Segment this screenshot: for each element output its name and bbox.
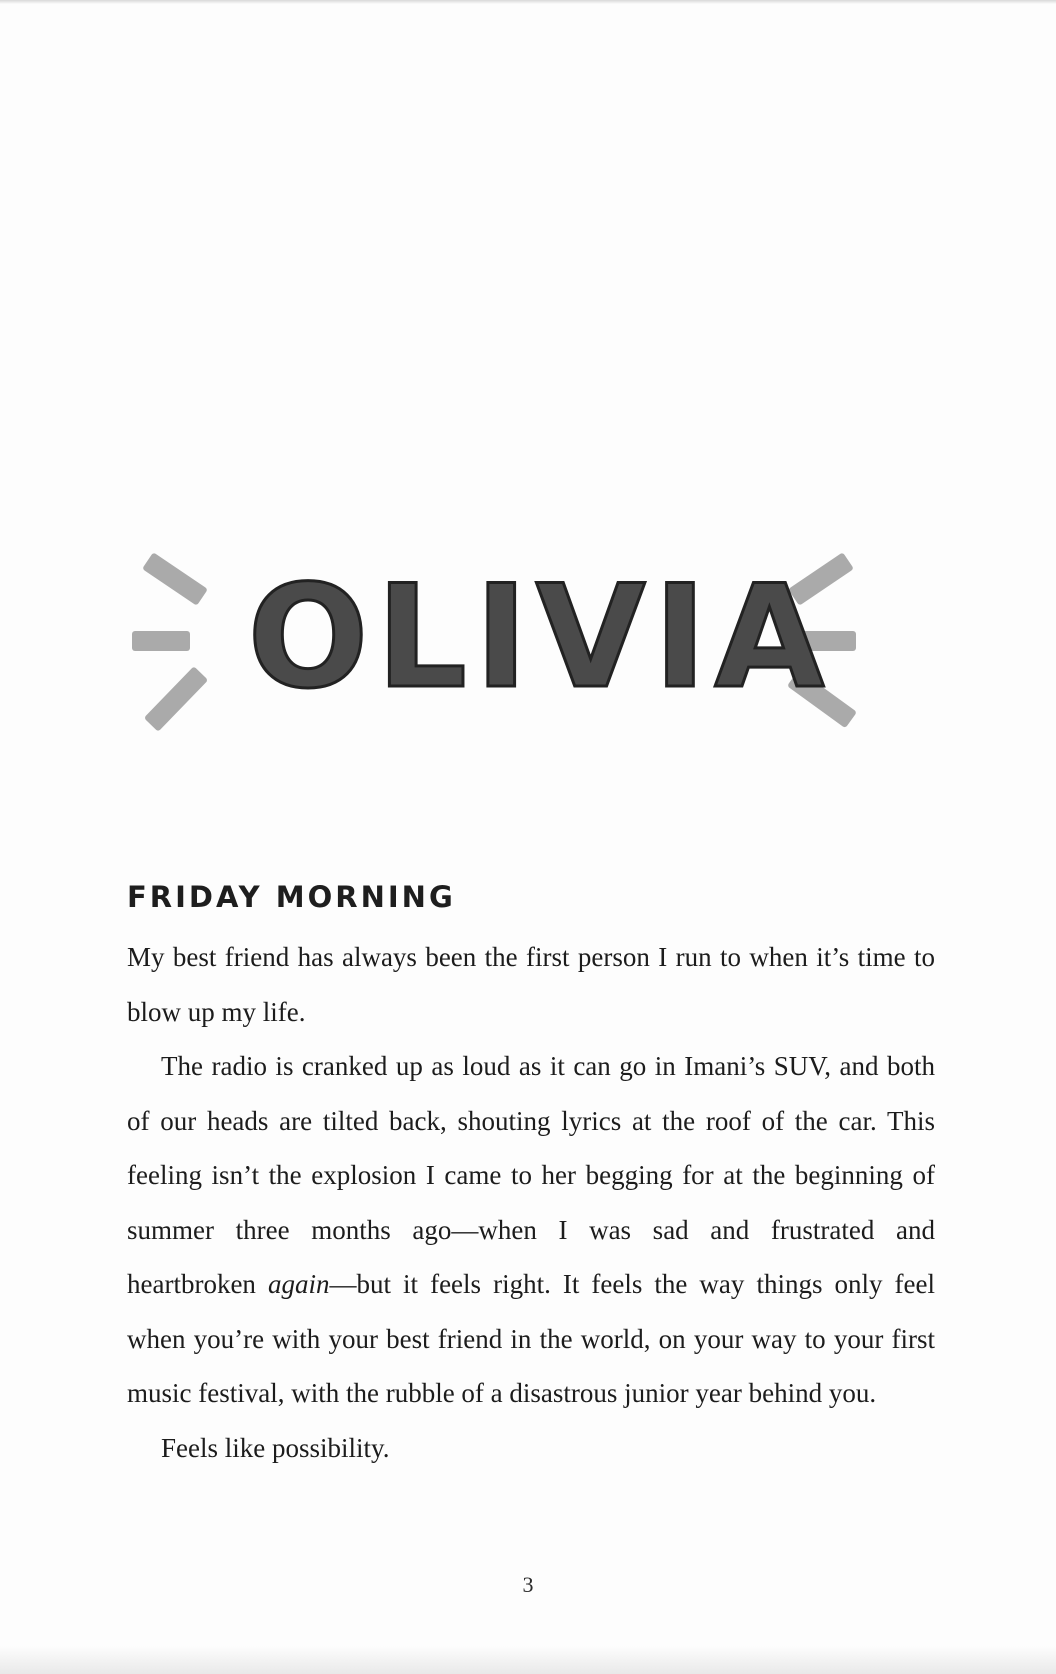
paragraph <box>127 1039 935 1421</box>
page-number: 3 <box>522 1572 534 1597</box>
chapter-title-block <box>140 555 920 735</box>
decorative-ray-icon <box>142 552 208 605</box>
decorative-ray-icon <box>144 666 208 732</box>
paragraph-text: My best friend has always been the first person I run to when it’s time to blow up my life. <box>127 942 935 1027</box>
decorative-ray-icon <box>132 631 190 651</box>
paragraph <box>127 930 935 1039</box>
paragraph-text: —but it feels right. It feels the way things only feel when you’re with your best friend in the world, on your way to your first music festival, with the rubble of a disastrous junior year behind you. <box>127 1269 936 1408</box>
scan-top-edge <box>0 0 1056 4</box>
paragraph <box>127 1421 935 1476</box>
section-heading: FRIDAY MORNING <box>127 880 456 914</box>
paragraph-text: Feels like possibility. <box>161 1432 390 1463</box>
paragraph-text: The radio is cranked up as loud as it can go in Imani’s SUV, and both of our heads are tilted back, shouting lyrics at the roof of the car. This feeling isn’t the explosion I came to her begging for at the beginning of summer three months ago—when I was sad and frustrated and heartbroken <box>127 1051 935 1299</box>
emphasized-text: again <box>267 1269 330 1299</box>
scan-bottom-edge <box>0 1646 1056 1674</box>
chapter-title: OLIVIA <box>247 555 833 720</box>
body-text <box>127 930 935 1475</box>
